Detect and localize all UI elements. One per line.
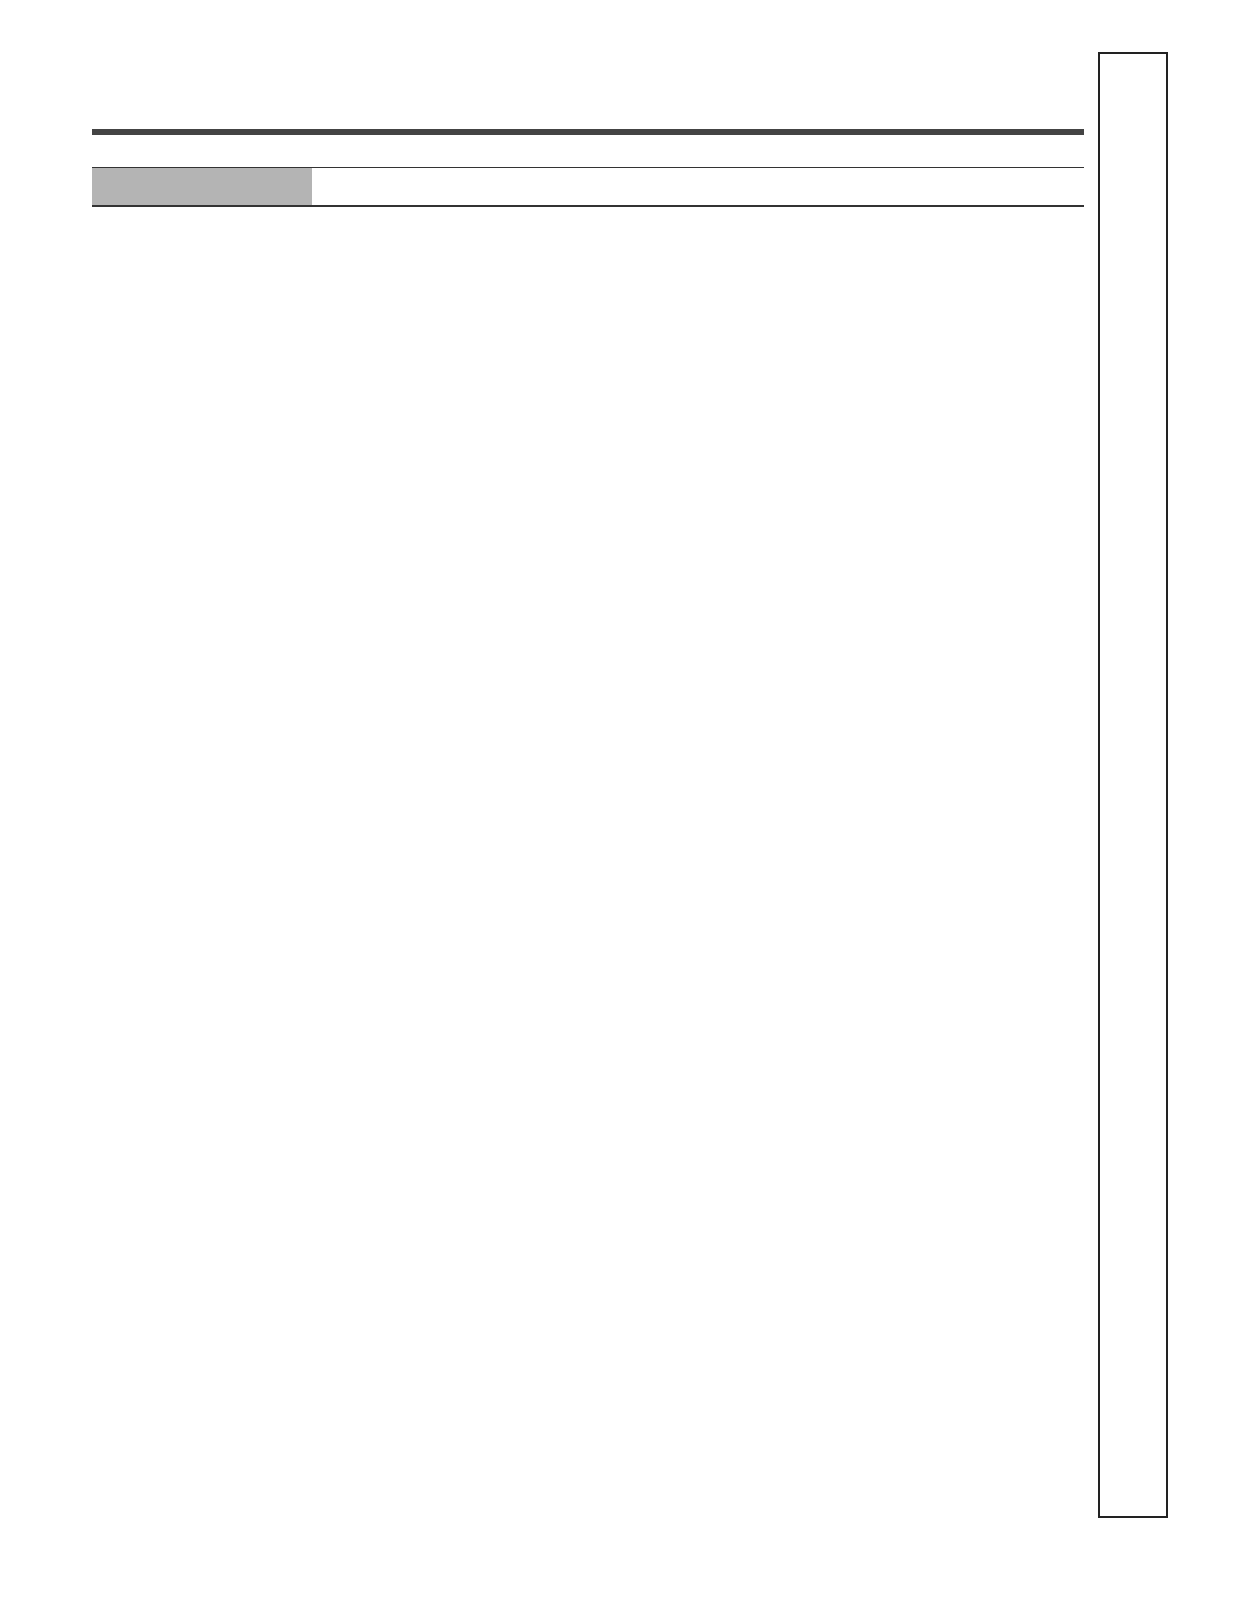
section-tabs — [1098, 52, 1168, 1518]
header-problem — [92, 168, 312, 205]
troubleshooting-table — [92, 167, 1084, 207]
table-header — [92, 167, 1084, 207]
header-rule — [92, 129, 1084, 135]
